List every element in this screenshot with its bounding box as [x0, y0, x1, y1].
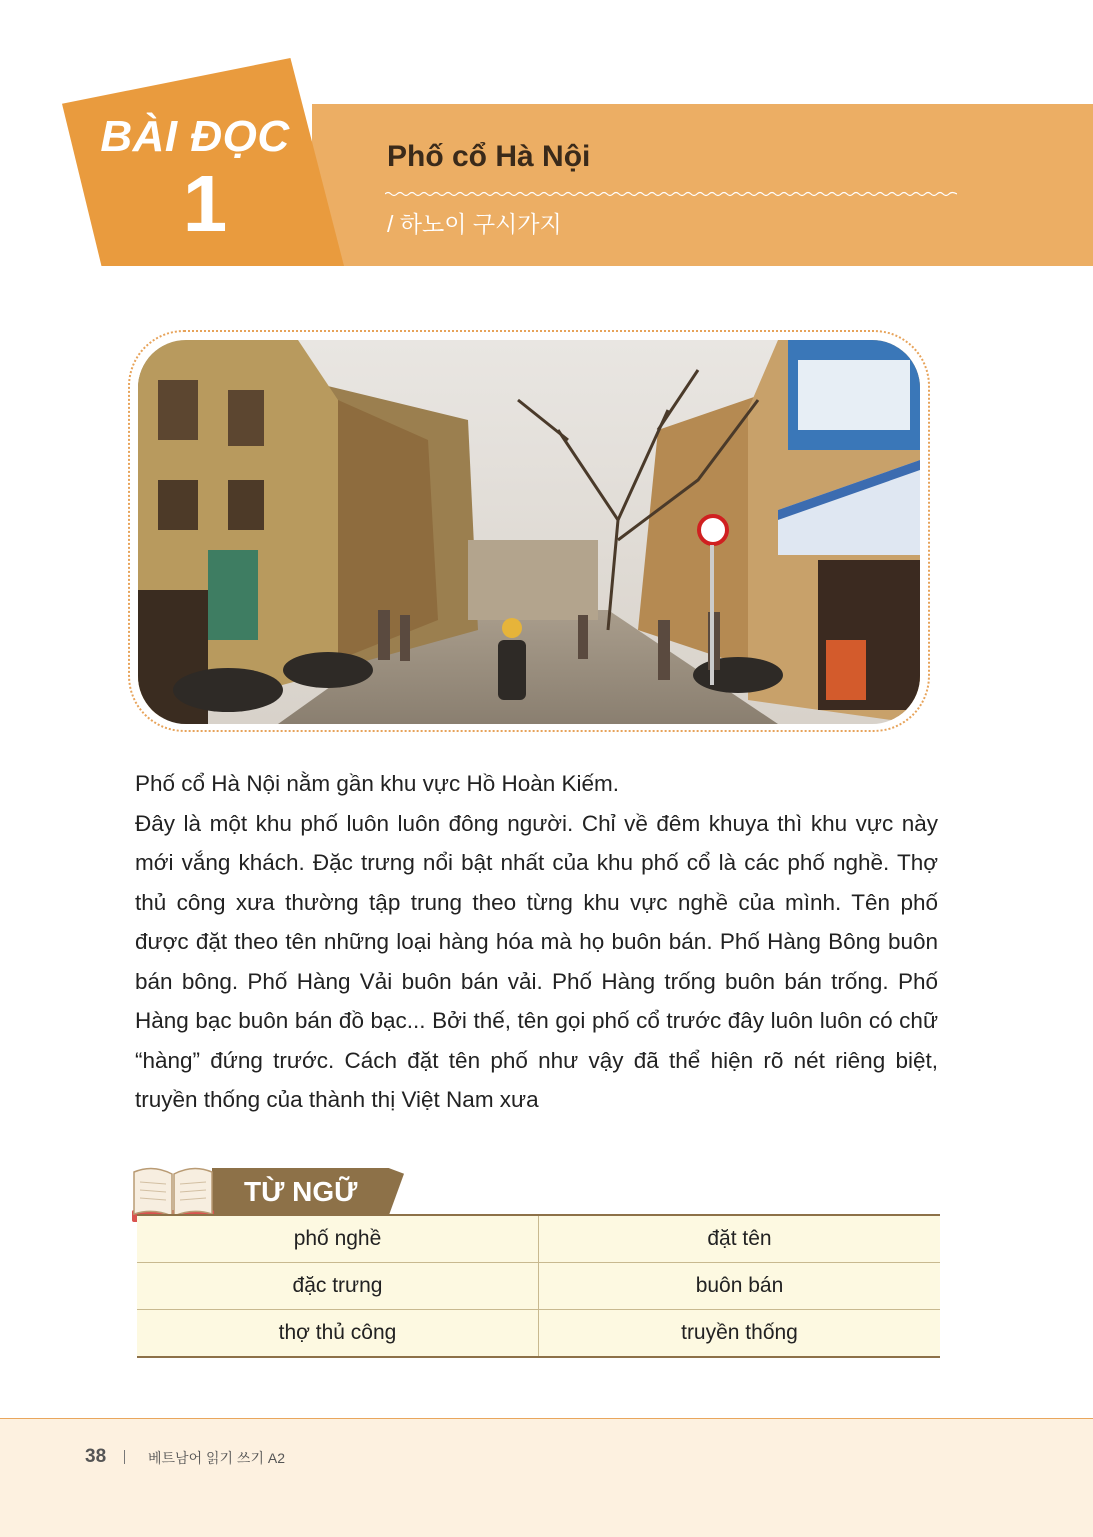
reading-passage — [135, 764, 938, 1120]
vocab-heading: TỪ NGỮ — [244, 1176, 358, 1207]
vocab-cell: buôn bán — [539, 1263, 941, 1310]
paragraph-intro: Phố cổ Hà Nội nằm gần khu vực Hồ Hoàn Kiếm. — [135, 771, 620, 796]
lesson-subtitle: / 하노이 구시가지 — [387, 211, 562, 237]
table-row — [137, 1263, 940, 1310]
vocab-cell: truyền thống — [539, 1310, 941, 1358]
street-photo — [138, 340, 920, 724]
lesson-number: 1 — [182, 159, 228, 248]
vocab-cell: phố nghề — [293, 1227, 382, 1250]
vocab-table — [137, 1214, 940, 1358]
page-footer — [0, 1418, 1093, 1537]
vocab-cell: đặt tên — [539, 1215, 941, 1263]
table-row — [137, 1310, 940, 1358]
vocab-cell: đặc trưng — [137, 1263, 539, 1310]
footer-divider — [124, 1450, 125, 1464]
page-number: 38 — [85, 1446, 107, 1467]
lesson-label: BÀI ĐỌC — [100, 112, 290, 161]
table-row — [137, 1215, 940, 1263]
lesson-title: Phố cổ Hà Nội — [387, 140, 591, 173]
title-wave-divider — [385, 190, 957, 198]
book-name: 베트남어 읽기 쓰기 A2 — [148, 1450, 285, 1466]
header-band — [312, 104, 1093, 266]
vocab-cell: thợ thủ công — [137, 1310, 539, 1358]
paragraph-main: Đây là một khu phố luôn luôn đông người. Chỉ về đêm khuya thì khu vực này mới vắng khách. Đặc trưng nổi bật nhất của khu phố cổ là các phố nghề. Thợ thủ công xưa thường tập trung theo từng khu vực nghề của mình. Tên phố được đặt theo tên những loại hàng hóa mà họ buôn bán. Phố Hàng Bông buôn bán bông. Phố Hàng Vải buôn bán vải. Phố Hàng trống buôn bán trống. Phố Hàng bạc buôn bán đồ bạc... Bởi thế, tên gọi phố cổ trước đây luôn luôn có chữ “hàng” đứng trước. Cách đặt tên phố như vậy đã thể hiện rõ nét riêng biệt, truyền thống của thành thị Việt Nam xưa — [135, 810, 938, 1112]
